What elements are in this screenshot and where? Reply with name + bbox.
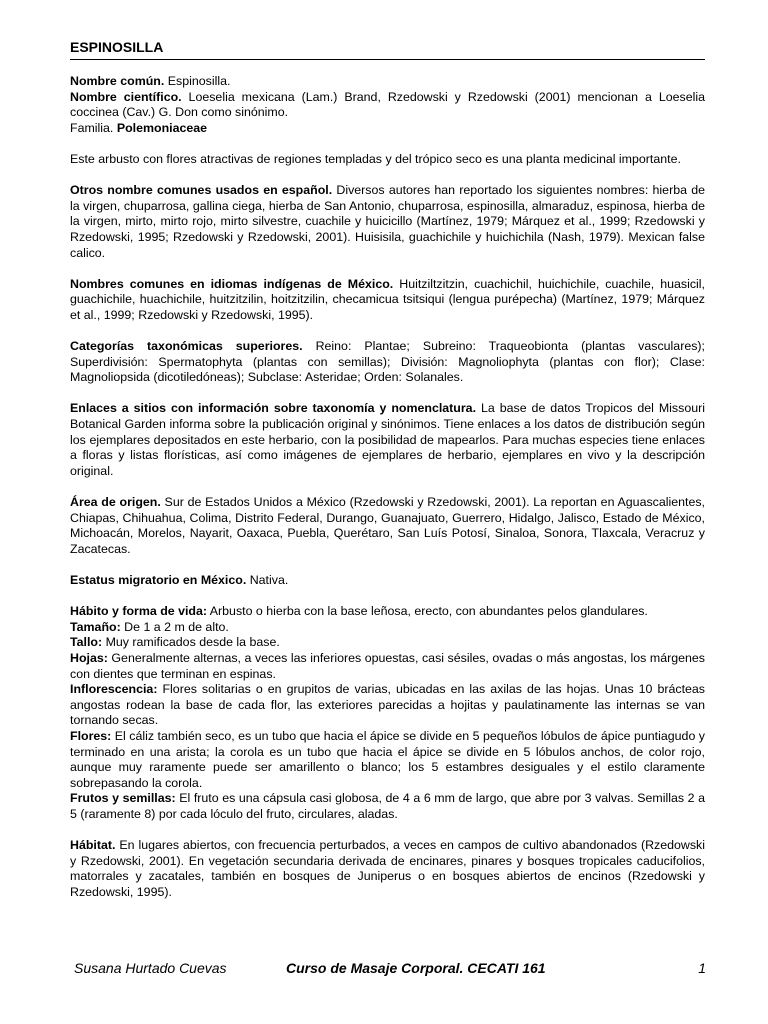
habitat-text: En lugares abiertos, con frecuencia perturbados, a veces en campos de cultivo abandonados (Rzedowski y Rzedowski, 2001). En vegetación secundaria derivada de encinares, pinares y bosques tropicales caducifolios, matorrales y zacatales, también en bosques de Juniperus o en bosques abiertos de encinos (Rzedowski y Rzedowski, 1995).	[70, 838, 705, 899]
enlaces-text: La base de datos Tropicos del Missouri Botanical Garden informa sobre la publicación original y sinónimos. Tiene enlaces a los datos de distribución según los ejemplares depositados en este herbario, con la posibilidad de mapearlos. Para muchas especies tiene enlaces a floras y listas florísticas, así como imágenes de ejemplares de herbario, ejemplares en vivo y la descripción original.	[70, 401, 705, 478]
document-page	[70, 38, 705, 916]
enlaces	[70, 401, 705, 479]
intro-paragraph: Este arbusto con flores atractivas de regiones templadas y del trópico seco es una planta medicinal importante.	[70, 151, 681, 166]
frutos-label: Frutos y semillas:	[70, 791, 176, 806]
otros-nombres-text: Diversos autores han reportado los siguientes nombres: hierba de la virgen, chuparrosa, gallina ciega, hierba de San Antonio, chuparrosa, espinosilla, almaraduz, espinosa, hierba de la virgen, mirto, mirto rojo, mirto silvestre, cuachile y huicicillo (Martínez, 1979; Márquez et al., 1999; Rzedowski y Rzedowski, 1995; Rzedowski y Rzedowski, 2001). Huisisila, guachichile y huichichila (Nash, 1979). Mexican false calico.	[70, 183, 705, 260]
area-origen	[70, 495, 705, 557]
tallo-text: Muy ramificados desde la base.	[102, 635, 280, 650]
area-origen-text: Sur de Estados Unidos a México (Rzedowski y Rzedowski, 2001). La reportan en Aguascalientes, Chiapas, Chihuahua, Colima, Distrito Federal, Durango, Guanajuato, Guerrero, Hidalgo, Jalisco, Estado de México, Michoacán, Morelos, Nayarit, Oaxaca, Puebla, Querétaro, San Luís Potosí, Sinaloa, Sonora, Tlaxcala, Veracruz y Zacatecas.	[70, 495, 705, 556]
footer-page-number: 1	[698, 960, 706, 976]
nombre-comun-label: Nombre común.	[70, 74, 165, 88]
area-origen-label: Área de origen.	[70, 495, 161, 510]
inflorescencia-label: Inflorescencia:	[70, 682, 158, 697]
frutos	[70, 791, 705, 822]
familia	[70, 121, 705, 137]
flores-text: El cáliz también seco, es un tubo que hacia el ápice se divide en 5 pequeños lóbulos de ápice puntiagudo y terminado en una arista; la corola es un tubo que hacia el ápice se divide en 5 lóbulos anchos, de color rojo, aunque muy raramente puede ser amarillento o blanco; los 5 estambres desiguales y el estilo claramente sobrepasando la corola.	[70, 728, 705, 790]
habitat-label: Hábitat.	[70, 838, 116, 853]
flores-label: Flores:	[70, 728, 112, 743]
nombre-comun	[70, 74, 705, 90]
inflorescencia-text: Flores solitarias o en grupitos de varias, ubicadas en las axilas de las hojas. Unas 10 brácteas angostas rodean la base de cada flor, las exteriores parecidas a hojitas y paulatinamente las internas se van tornando secas.	[70, 682, 705, 728]
frutos-text: El fruto es una cápsula casi globosa, de 4 a 6 mm de largo, que abre por 3 valvas. Semillas 2 a 5 (raramente 8) por cada lóculo del fruto, circulares, aladas.	[70, 791, 706, 821]
tallo-label: Tallo:	[70, 635, 103, 650]
hojas-text: Generalmente alternas, a veces las inferiores opuestas, casi sésiles, ovadas o más angostas, los márgenes con dientes que terminan en espinas.	[70, 650, 705, 681]
tamano-label: Tamaño:	[70, 619, 121, 634]
otros-nombres-label: Otros nombre comunes usados en español.	[70, 183, 333, 198]
page-footer	[74, 960, 706, 980]
footer-course: Curso de Masaje Corporal. CECATI 161	[286, 960, 546, 976]
nombre-comun-text: Espinosilla.	[164, 74, 231, 88]
hojas	[70, 651, 705, 682]
tamano-text: De 1 a 2 m de alto.	[120, 619, 229, 634]
enlaces-label: Enlaces a sitios con información sobre taxonomía y nomenclatura.	[70, 401, 477, 416]
footer-author: Susana Hurtado Cuevas	[74, 960, 227, 976]
nombre-cientifico-label: Nombre científico.	[70, 89, 182, 104]
habito-label: Hábito y forma de vida:	[70, 604, 208, 619]
otros-nombres	[70, 183, 705, 261]
categorias	[70, 339, 705, 386]
nombres-indigenas-label: Nombres comunes en idiomas indígenas de México.	[70, 276, 394, 291]
habito-text: Arbusto o hierba con la base leñosa, erecto, con abundantes pelos glandulares.	[207, 604, 648, 619]
flores	[70, 729, 705, 791]
estatus	[70, 573, 705, 589]
inflorescencia	[70, 682, 705, 729]
nombres-indigenas	[70, 277, 705, 324]
habitat	[70, 838, 705, 900]
tamano	[70, 620, 705, 636]
tallo	[70, 635, 705, 651]
familia-value: Polemoniaceae	[116, 120, 208, 135]
nombres-indigenas-text: Huitziltzitzin, cuachichil, huichichile, cuachile, huasicil, guachichile, huachichile, huitzitzilin, hoitzitzilin, checamicua tsitsiqui (lengua purépecha) (Martínez, 1979; Márquez et al., 1999; Rzedowski y Rzedowski, 1995).	[70, 276, 705, 322]
categorias-text: Reino: Plantae; Subreino: Traqueobionta (plantas vasculares); Superdivisión: Spermatophyta (plantas con semillas); División: Magnoliophyta (plantas con flor); Clase: Magnoliopsida (dicotiledóneas); Subclase: Asteridae; Orden: Solanales.	[70, 339, 705, 385]
page-title: ESPINOSILLA	[70, 38, 705, 60]
estatus-text: Nativa.	[246, 573, 289, 587]
habito	[70, 604, 705, 620]
nombre-cientifico	[70, 90, 705, 121]
categorias-label: Categorías taxonómicas superiores.	[70, 339, 303, 354]
hojas-label: Hojas:	[70, 650, 108, 665]
familia-label: Familia.	[70, 120, 117, 135]
estatus-label: Estatus migratorio en México.	[70, 573, 247, 587]
nombre-cientifico-text: Loeselia mexicana (Lam.) Brand, Rzedowski y Rzedowski (2001) mencionan a Loeselia coccinea (Cav.) G. Don como sinónimo.	[70, 89, 706, 120]
